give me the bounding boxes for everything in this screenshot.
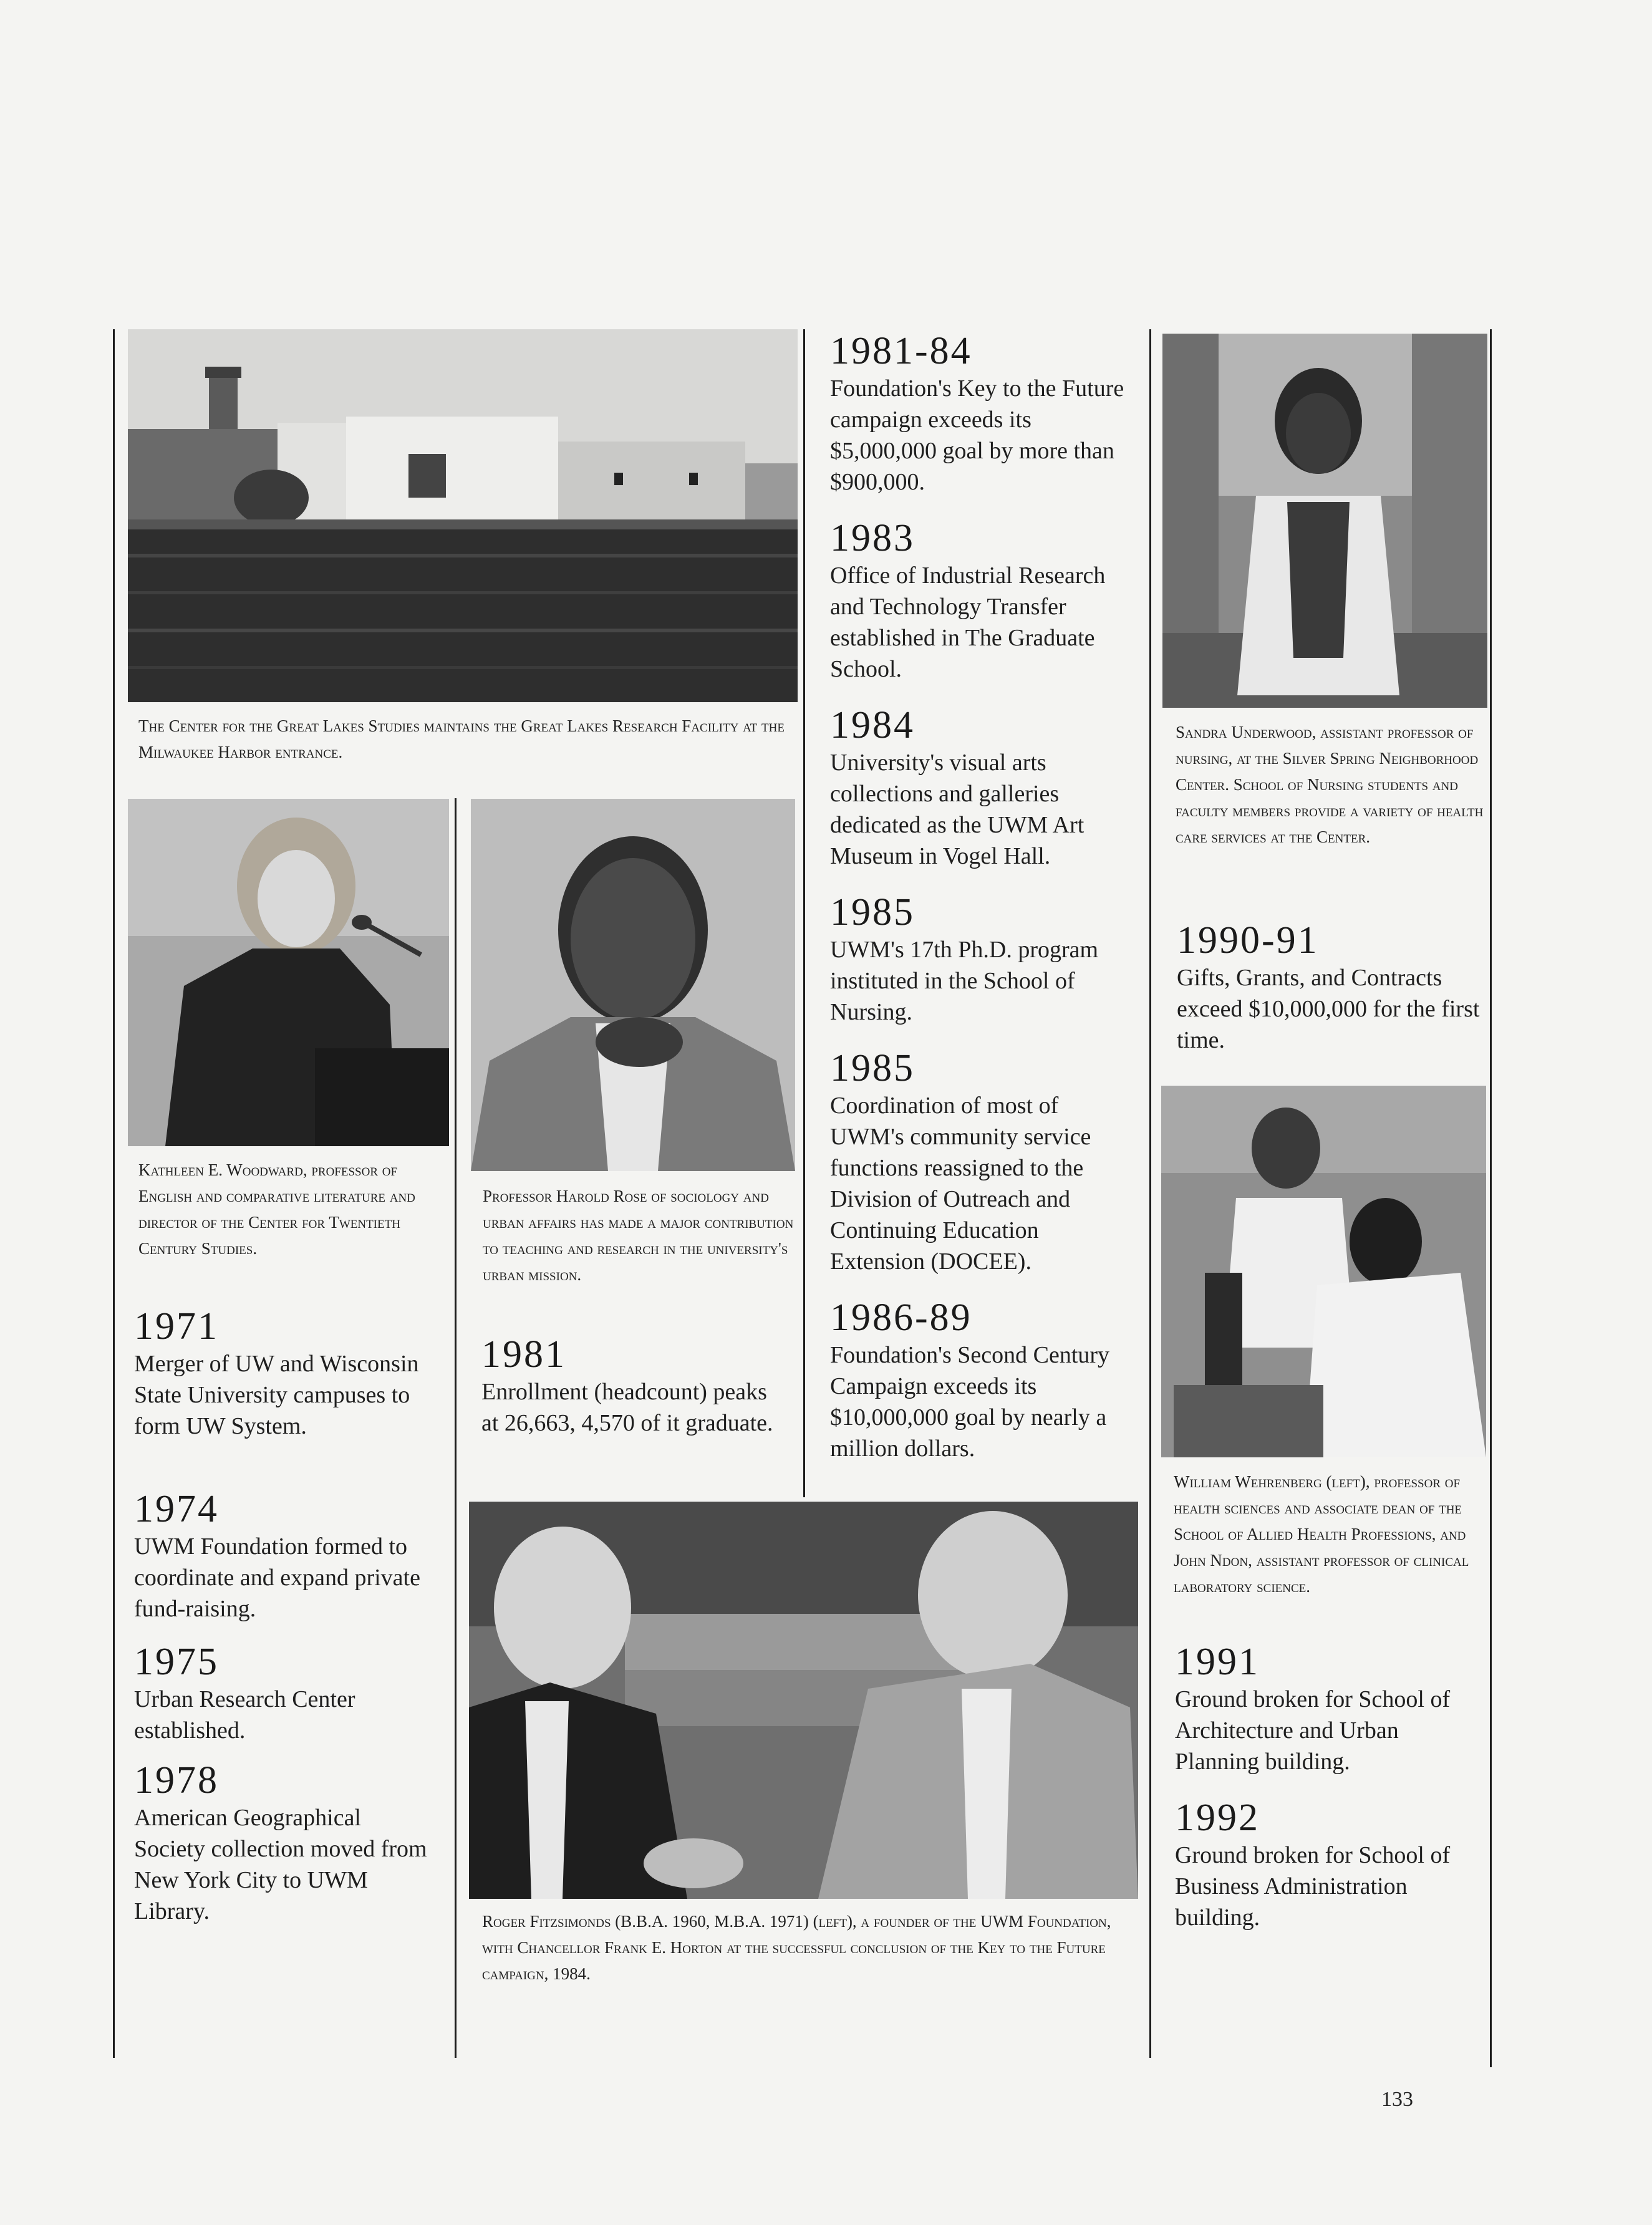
timeline-text: Foundation's Second Century Campaign exceeds its $10,000,000 goal by nearly a million dollars. — [830, 1342, 1110, 1462]
timeline-year: 1992 — [1175, 1797, 1260, 1839]
timeline-year: 1984 — [830, 704, 915, 746]
page-number: 133 — [1381, 2088, 1413, 2111]
timeline-entry — [134, 1487, 427, 1624]
timeline-year: 1986-89 — [830, 1296, 972, 1339]
timeline-text: Enrollment (headcount) peaks at 26,663, 4,570 of it graduate. — [481, 1379, 773, 1436]
timeline-entry — [830, 703, 1129, 872]
woodward-photo — [128, 799, 449, 1146]
harbor-facility-photo — [128, 329, 798, 702]
timeline-text: American Geographical Society collection moved from New York City to UWM Library. — [134, 1805, 427, 1924]
timeline-entry — [134, 1640, 427, 1746]
timeline-entry — [830, 516, 1129, 685]
timeline-text: Gifts, Grants, and Contracts exceed $10,000,000 for the first time. — [1177, 965, 1480, 1053]
timeline-entry — [830, 1296, 1129, 1464]
harbor-facility-caption: The Center for the Great Lakes Studies maintains the Great Lakes Research Facility at the Milwaukee Harbor entrance. — [138, 717, 785, 761]
timeline-text: Foundation's Key to the Future campaign exceeds its $5,000,000 goal by more than $900,000. — [830, 375, 1124, 495]
wehrenberg-caption: William Wehrenberg (left), professor of health sciences and associate dean of the School of Allied Health Professions, and John Ndon, assistant professor of clinical laboratory science. — [1174, 1472, 1469, 1596]
timeline-text: UWM Foundation formed to coordinate and expand private fund-raising. — [134, 1533, 420, 1622]
timeline-year: 1991 — [1175, 1641, 1260, 1683]
column-rule-3 — [803, 329, 805, 1497]
timeline-year: 1985 — [830, 1047, 915, 1089]
woodward-caption: Kathleen E. Woodward, professor of English and comparative literature and director of the Center for Twentieth Century Studies. — [138, 1161, 415, 1258]
timeline-year: 1983 — [830, 517, 915, 559]
timeline-entry — [830, 1046, 1129, 1277]
column-rule-2 — [455, 798, 456, 2058]
timeline-entry — [1177, 919, 1482, 1056]
timeline-entry — [1175, 1796, 1481, 1933]
rose-caption: Professor Harold Rose of sociology and urban affairs has made a major contribution to teaching and research in the university's urban mission. — [483, 1187, 794, 1284]
timeline-year: 1981-84 — [830, 330, 972, 372]
timeline-entry — [481, 1333, 775, 1439]
timeline-text: Ground broken for School of Business Administration building. — [1175, 1842, 1451, 1931]
underwood-photo — [1162, 334, 1487, 708]
fitzsimonds-horton-photo — [469, 1502, 1138, 1899]
timeline-year: 1974 — [134, 1488, 219, 1530]
fitzsimonds-caption: Roger Fitzsimonds (B.B.A. 1960, M.B.A. 1971) (left), a founder of the UWM Foundation, with Chancellor Frank E. Horton at the successful conclusion of the Key to the Future campaign, 1984. — [482, 1912, 1111, 1983]
timeline-text: University's visual arts collections and galleries dedicated as the UWM Art Museum in Vogel Hall. — [830, 750, 1084, 869]
column-rule-4 — [1149, 329, 1151, 2058]
timeline-text: Office of Industrial Research and Technology Transfer established in The Graduate School. — [830, 562, 1106, 682]
timeline-text: Urban Research Center established. — [134, 1686, 355, 1744]
timeline-year: 1981 — [481, 1333, 566, 1376]
timeline-year: 1985 — [830, 891, 915, 934]
timeline-text: Coordination of most of UWM's community service functions reassigned to the Division of Outreach and Continuing Education Extension (DOCEE). — [830, 1093, 1091, 1275]
timeline-entry — [134, 1759, 427, 1927]
column-rule-left — [113, 329, 115, 2058]
wehrenberg-ndon-photo — [1161, 1086, 1486, 1457]
timeline-entry — [134, 1305, 427, 1442]
timeline-year: 1978 — [134, 1759, 219, 1802]
timeline-year: 1971 — [134, 1305, 219, 1348]
timeline-entry — [830, 329, 1129, 498]
timeline-year: 1975 — [134, 1641, 219, 1683]
rose-photo — [471, 799, 795, 1171]
timeline-text: Merger of UW and Wisconsin State University campuses to form UW System. — [134, 1351, 419, 1439]
column-rule-right — [1490, 329, 1492, 2067]
timeline-entry — [830, 890, 1129, 1028]
timeline-year: 1990-91 — [1177, 919, 1319, 962]
timeline-text: Ground broken for School of Architecture and Urban Planning building. — [1175, 1686, 1451, 1775]
timeline-text: UWM's 17th Ph.D. program instituted in the School of Nursing. — [830, 937, 1099, 1025]
timeline-entry — [1175, 1640, 1481, 1777]
underwood-caption: Sandra Underwood, assistant professor of nursing, at the Silver Spring Neighborhood Center. School of Nursing students and faculty members provide a variety of health care services at the Center. — [1176, 723, 1484, 846]
